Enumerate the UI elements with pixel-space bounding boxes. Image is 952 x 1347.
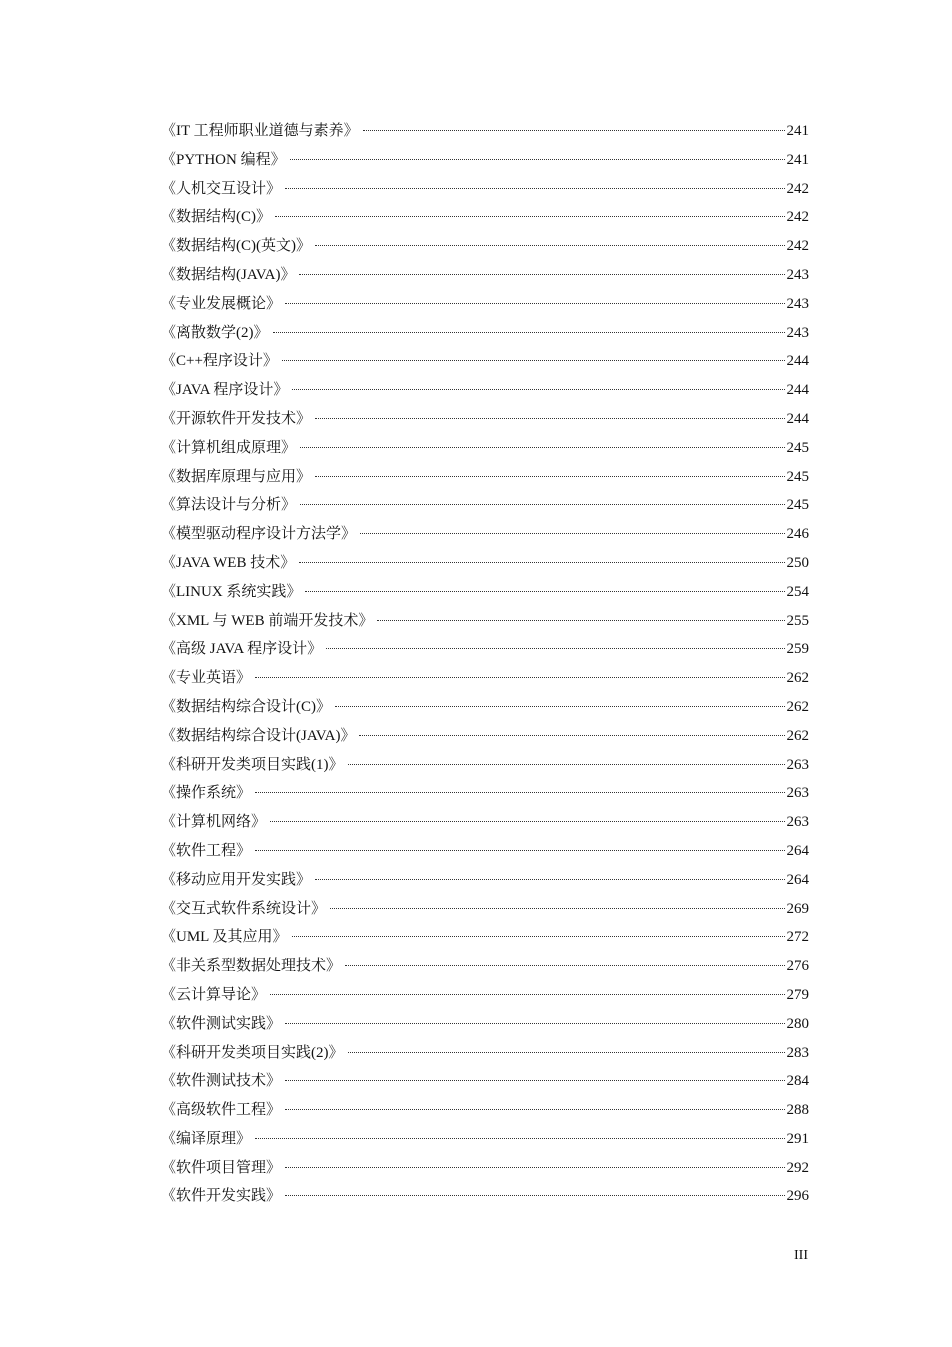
toc-entry-page: 241 bbox=[786, 151, 809, 168]
toc-dot-leader bbox=[315, 418, 784, 419]
toc-entry[interactable] bbox=[161, 520, 809, 549]
toc-entry-page: 283 bbox=[786, 1044, 809, 1061]
toc-entry-page: 245 bbox=[786, 439, 809, 456]
toc-entry[interactable] bbox=[161, 491, 809, 520]
toc-entry-page: 264 bbox=[786, 871, 809, 888]
toc-dot-leader bbox=[363, 130, 785, 131]
toc-entry-title: 《数据结构(C)》 bbox=[161, 209, 271, 226]
table-of-contents bbox=[161, 117, 809, 1211]
toc-entry[interactable] bbox=[161, 261, 809, 290]
toc-entry[interactable] bbox=[161, 146, 809, 175]
toc-entry-title: 《编译原理》 bbox=[161, 1130, 252, 1147]
toc-entry-page: 272 bbox=[786, 929, 809, 946]
toc-entry[interactable] bbox=[161, 1182, 809, 1211]
toc-dot-leader bbox=[315, 245, 785, 246]
toc-entry-title: 《XML 与 WEB 前端开发技术》 bbox=[161, 612, 374, 629]
toc-entry-title: 《高级 JAVA 程序设计》 bbox=[161, 641, 323, 658]
toc-entry-page: 262 bbox=[786, 698, 809, 715]
toc-entry[interactable] bbox=[161, 751, 809, 780]
toc-entry-page: 254 bbox=[786, 583, 809, 600]
toc-entry[interactable] bbox=[161, 779, 809, 808]
toc-dot-leader bbox=[255, 792, 784, 793]
toc-entry-page: 243 bbox=[786, 295, 809, 312]
toc-entry[interactable] bbox=[161, 981, 809, 1010]
toc-entry-title: 《C++程序设计》 bbox=[161, 353, 278, 370]
toc-entry-title: 《专业英语》 bbox=[161, 670, 252, 687]
toc-dot-leader bbox=[299, 274, 784, 275]
toc-entry-title: 《数据结构综合设计(JAVA)》 bbox=[161, 727, 356, 744]
toc-entry-title: 《IT 工程师职业道德与素养》 bbox=[161, 123, 359, 139]
toc-entry-title: 《开源软件开发技术》 bbox=[161, 410, 312, 427]
toc-entry-page: 242 bbox=[786, 238, 809, 255]
toc-entry-page: 262 bbox=[786, 727, 809, 744]
toc-entry-title: 《数据库原理与应用》 bbox=[161, 468, 312, 485]
toc-dot-leader bbox=[285, 1109, 784, 1110]
toc-entry-page: 245 bbox=[786, 468, 809, 485]
toc-entry-title: 《数据结构(C)(英文)》 bbox=[161, 238, 311, 255]
toc-entry-page: 263 bbox=[786, 756, 809, 773]
toc-dot-leader bbox=[285, 1080, 784, 1081]
toc-entry-title: 《离散数学(2)》 bbox=[161, 324, 269, 341]
toc-entry-page: 242 bbox=[786, 209, 809, 226]
toc-entry-title: 《JAVA WEB 技术》 bbox=[161, 554, 296, 571]
toc-entry-page: 259 bbox=[786, 641, 809, 658]
toc-entry-title: 《JAVA 程序设计》 bbox=[161, 382, 289, 399]
toc-entry[interactable] bbox=[161, 463, 809, 492]
toc-dot-leader bbox=[330, 908, 784, 909]
toc-entry[interactable] bbox=[161, 808, 809, 837]
toc-dot-leader bbox=[305, 591, 784, 592]
toc-dot-leader bbox=[299, 562, 784, 563]
toc-entry-page: 244 bbox=[786, 410, 809, 427]
toc-entry-title: 《专业发展概论》 bbox=[161, 295, 282, 312]
toc-dot-leader bbox=[285, 1023, 784, 1024]
toc-entry-page: 263 bbox=[786, 785, 809, 802]
toc-entry[interactable] bbox=[161, 1010, 809, 1039]
toc-entry[interactable] bbox=[161, 405, 809, 434]
toc-dot-leader bbox=[335, 706, 785, 707]
toc-dot-leader bbox=[255, 850, 784, 851]
toc-entry[interactable] bbox=[161, 290, 809, 319]
toc-entry-page: 288 bbox=[786, 1102, 809, 1119]
toc-entry[interactable] bbox=[161, 175, 809, 204]
toc-entry-title: 《算法设计与分析》 bbox=[161, 497, 297, 514]
toc-dot-leader bbox=[348, 1052, 785, 1053]
toc-entry[interactable] bbox=[161, 607, 809, 636]
toc-entry-page: 279 bbox=[786, 986, 809, 1003]
toc-entry-title: 《LINUX 系统实践》 bbox=[161, 583, 302, 600]
toc-entry-title: 《交互式软件系统设计》 bbox=[161, 900, 327, 917]
toc-dot-leader bbox=[255, 677, 784, 678]
toc-entry[interactable] bbox=[161, 722, 809, 751]
toc-entry-page: 264 bbox=[786, 842, 809, 859]
toc-dot-leader bbox=[292, 936, 785, 937]
toc-dot-leader bbox=[285, 303, 784, 304]
toc-entry[interactable] bbox=[161, 635, 809, 664]
toc-dot-leader bbox=[345, 965, 784, 966]
toc-entry-title: 《软件开发实践》 bbox=[161, 1188, 282, 1205]
toc-entry[interactable] bbox=[161, 232, 809, 261]
toc-entry[interactable] bbox=[161, 1039, 809, 1068]
toc-entry-page: 244 bbox=[786, 382, 809, 399]
toc-entry[interactable] bbox=[161, 952, 809, 981]
toc-dot-leader bbox=[282, 360, 785, 361]
toc-entry-page: 280 bbox=[786, 1015, 809, 1032]
toc-entry-page: 245 bbox=[786, 497, 809, 514]
toc-entry-page: 276 bbox=[786, 958, 809, 975]
toc-dot-leader bbox=[377, 620, 784, 621]
toc-entry-page: 291 bbox=[786, 1130, 809, 1147]
toc-entry-page: 292 bbox=[786, 1159, 809, 1176]
toc-entry-title: 《数据结构(JAVA)》 bbox=[161, 266, 296, 283]
toc-dot-leader bbox=[275, 216, 785, 217]
toc-dot-leader bbox=[292, 389, 784, 390]
toc-entry-page: 250 bbox=[786, 554, 809, 571]
toc-entry-title: 《数据结构综合设计(C)》 bbox=[161, 698, 331, 715]
toc-dot-leader bbox=[273, 332, 785, 333]
toc-entry[interactable] bbox=[161, 376, 809, 405]
toc-dot-leader bbox=[285, 188, 784, 189]
toc-entry-title: 《计算机组成原理》 bbox=[161, 439, 297, 456]
toc-entry-title: 《非关系型数据处理技术》 bbox=[161, 958, 342, 975]
toc-entry[interactable] bbox=[161, 1125, 809, 1154]
toc-entry[interactable] bbox=[161, 693, 809, 722]
toc-entry-title: 《高级软件工程》 bbox=[161, 1102, 282, 1119]
toc-entry[interactable] bbox=[161, 1154, 809, 1183]
page-number: III bbox=[794, 1248, 808, 1263]
toc-entry[interactable] bbox=[161, 1096, 809, 1125]
toc-entry-page: 262 bbox=[786, 670, 809, 687]
toc-entry-page: 242 bbox=[786, 180, 809, 197]
toc-entry-page: 296 bbox=[786, 1188, 809, 1205]
toc-dot-leader bbox=[290, 159, 785, 160]
toc-dot-leader bbox=[326, 648, 784, 649]
toc-dot-leader bbox=[300, 447, 784, 448]
toc-entry-title: 《模型驱动程序设计方法学》 bbox=[161, 526, 357, 543]
toc-entry[interactable] bbox=[161, 664, 809, 693]
toc-entry-title: 《科研开发类项目实践(2)》 bbox=[161, 1044, 344, 1061]
toc-entry[interactable] bbox=[161, 347, 809, 376]
toc-entry[interactable] bbox=[161, 319, 809, 348]
toc-entry-page: 255 bbox=[786, 612, 809, 629]
toc-dot-leader bbox=[300, 504, 784, 505]
toc-entry[interactable] bbox=[161, 923, 809, 952]
toc-dot-leader bbox=[270, 821, 784, 822]
toc-entry-page: 243 bbox=[786, 266, 809, 283]
toc-entry-title: 《移动应用开发实践》 bbox=[161, 871, 312, 888]
toc-entry-page: 241 bbox=[786, 123, 809, 139]
toc-entry-page: 284 bbox=[786, 1073, 809, 1090]
toc-entry-title: 《软件测试实践》 bbox=[161, 1015, 282, 1032]
toc-dot-leader bbox=[285, 1195, 784, 1196]
toc-dot-leader bbox=[360, 533, 784, 534]
toc-dot-leader bbox=[348, 764, 785, 765]
toc-entry-page: 263 bbox=[786, 814, 809, 831]
toc-entry[interactable] bbox=[161, 1067, 809, 1096]
toc-dot-leader bbox=[270, 994, 784, 995]
toc-dot-leader bbox=[315, 879, 784, 880]
toc-entry[interactable] bbox=[161, 837, 809, 866]
toc-entry-title: 《UML 及其应用》 bbox=[161, 929, 288, 946]
toc-dot-leader bbox=[255, 1138, 784, 1139]
toc-entry[interactable] bbox=[161, 549, 809, 578]
toc-entry[interactable] bbox=[161, 434, 809, 463]
toc-entry-page: 246 bbox=[786, 526, 809, 543]
toc-entry[interactable] bbox=[161, 866, 809, 895]
toc-entry-title: 《软件项目管理》 bbox=[161, 1159, 282, 1176]
toc-entry-title: 《操作系统》 bbox=[161, 785, 252, 802]
toc-entry-title: 《人机交互设计》 bbox=[161, 180, 282, 197]
toc-dot-leader bbox=[315, 476, 784, 477]
toc-entry-title: 《软件工程》 bbox=[161, 842, 252, 859]
toc-entry-title: 《软件测试技术》 bbox=[161, 1073, 282, 1090]
toc-entry[interactable] bbox=[161, 203, 809, 232]
toc-entry-title: 《PYTHON 编程》 bbox=[161, 151, 286, 168]
toc-entry-page: 269 bbox=[786, 900, 809, 917]
toc-entry-title: 《科研开发类项目实践(1)》 bbox=[161, 756, 344, 773]
toc-entry[interactable] bbox=[161, 895, 809, 924]
toc-entry-title: 《云计算导论》 bbox=[161, 986, 267, 1003]
toc-dot-leader bbox=[359, 735, 784, 736]
toc-entry-page: 244 bbox=[786, 353, 809, 370]
toc-entry-page: 243 bbox=[786, 324, 809, 341]
toc-entry-title: 《计算机网络》 bbox=[161, 814, 267, 831]
toc-entry[interactable] bbox=[161, 117, 809, 146]
toc-entry[interactable] bbox=[161, 578, 809, 607]
toc-dot-leader bbox=[285, 1167, 784, 1168]
